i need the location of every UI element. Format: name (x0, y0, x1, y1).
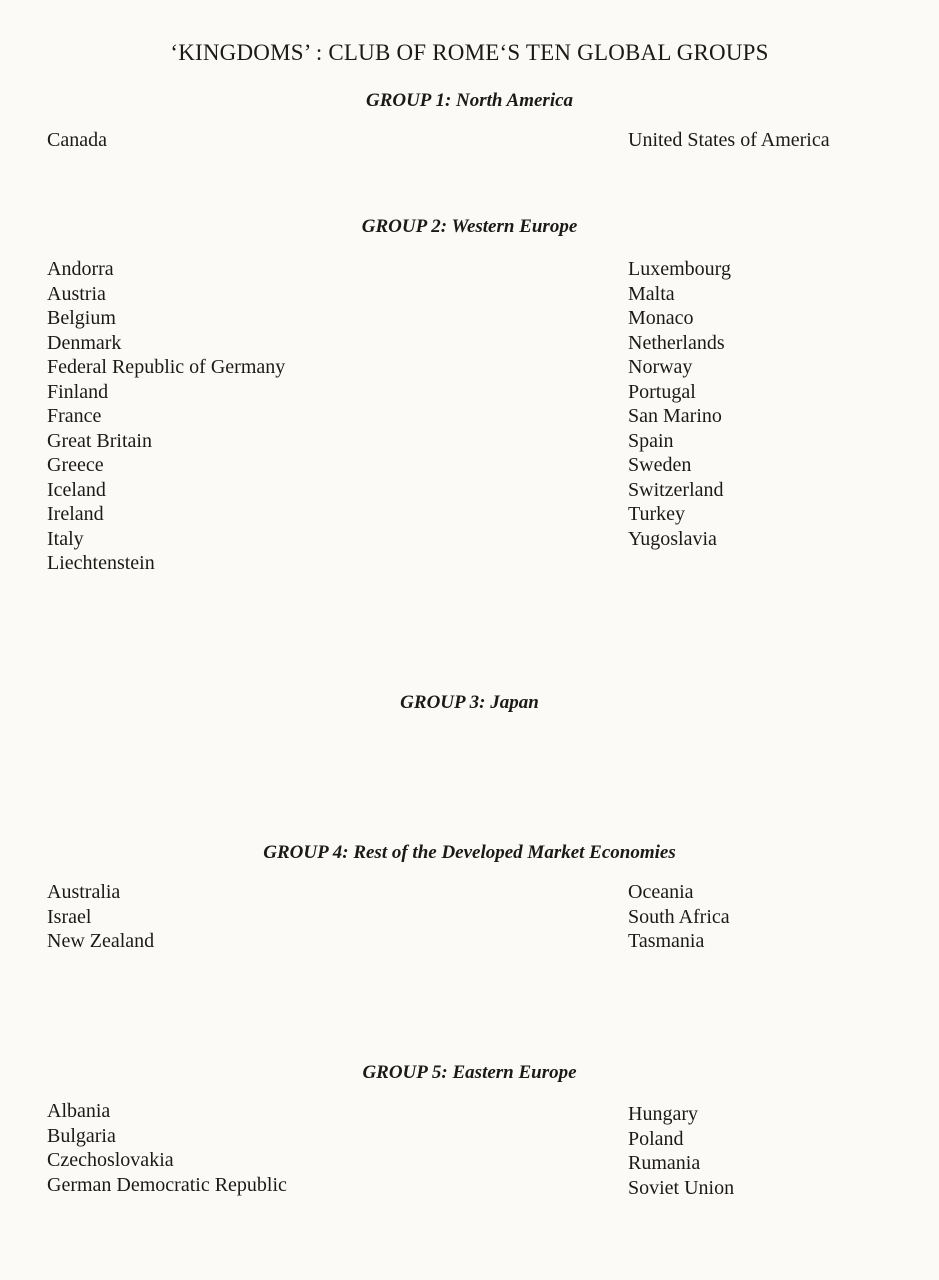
country-item: Australia (47, 881, 121, 903)
group-heading: GROUP 3: Japan (400, 692, 539, 713)
country-item: Tasmania (628, 930, 705, 952)
country-list-right (628, 1102, 734, 1200)
country-list-right (628, 880, 730, 954)
page-title: ‘KINGDOMS’ : CLUB OF ROME‘S TEN GLOBAL GROUPS (170, 40, 769, 65)
country-item: Portugal (628, 380, 696, 403)
country-item: Federal Republic of Germany (47, 356, 286, 378)
country-item: Hungary (628, 1103, 698, 1125)
country-list-left (47, 880, 154, 954)
country-item: San Marino (628, 405, 722, 427)
country-item: Soviet Union (628, 1176, 735, 1199)
country-item: Switzerland (628, 478, 724, 501)
country-item: Israel (47, 905, 92, 928)
country-item: South Africa (628, 905, 730, 928)
country-item: Belgium (47, 307, 116, 329)
country-item: Andorra (47, 258, 114, 280)
country-item: New Zealand (47, 930, 155, 952)
country-item: Sweden (628, 454, 692, 476)
country-item: Albania (47, 1100, 111, 1122)
country-item: Finland (47, 380, 109, 403)
country-item: Spain (628, 429, 674, 452)
country-item: Czechoslovakia (47, 1149, 174, 1171)
country-item: Great Britain (47, 429, 152, 452)
group-heading: GROUP 1: North America (365, 90, 574, 111)
group-heading: GROUP 4: Rest of the Developed Market Economies (263, 842, 676, 863)
country-item: Greece (47, 454, 104, 476)
country-item: Yugoslavia (628, 527, 717, 550)
country-item: Rumania (628, 1152, 701, 1174)
group-heading: GROUP 5: Eastern Europe (362, 1062, 577, 1083)
country-list-right (628, 128, 830, 153)
country-list-right (628, 257, 731, 551)
country-item: Iceland (47, 478, 106, 501)
country-item: Malta (628, 282, 675, 305)
country-item: Luxembourg (628, 258, 731, 280)
country-item: Poland (628, 1127, 684, 1150)
country-item: Ireland (47, 503, 104, 525)
country-item: Norway (628, 356, 693, 378)
country-item: France (47, 405, 102, 427)
country-item: Monaco (628, 307, 694, 329)
group-heading: GROUP 2: Western Europe (361, 216, 578, 237)
country-item: German Democratic Republic (47, 1173, 287, 1196)
country-list-left (47, 128, 107, 153)
country-item: Turkey (628, 503, 686, 525)
country-item: Netherlands (628, 331, 725, 354)
country-item: Liechtenstein (47, 552, 155, 574)
country-item: Oceania (628, 881, 694, 903)
country-list-left (47, 257, 285, 576)
country-item: Italy (47, 527, 84, 550)
country-item: United States of America (628, 129, 830, 151)
country-item: Bulgaria (47, 1124, 116, 1147)
country-item: Austria (47, 282, 106, 305)
country-item: Denmark (47, 331, 122, 354)
country-item: Canada (47, 129, 107, 151)
country-list-left (47, 1099, 287, 1197)
